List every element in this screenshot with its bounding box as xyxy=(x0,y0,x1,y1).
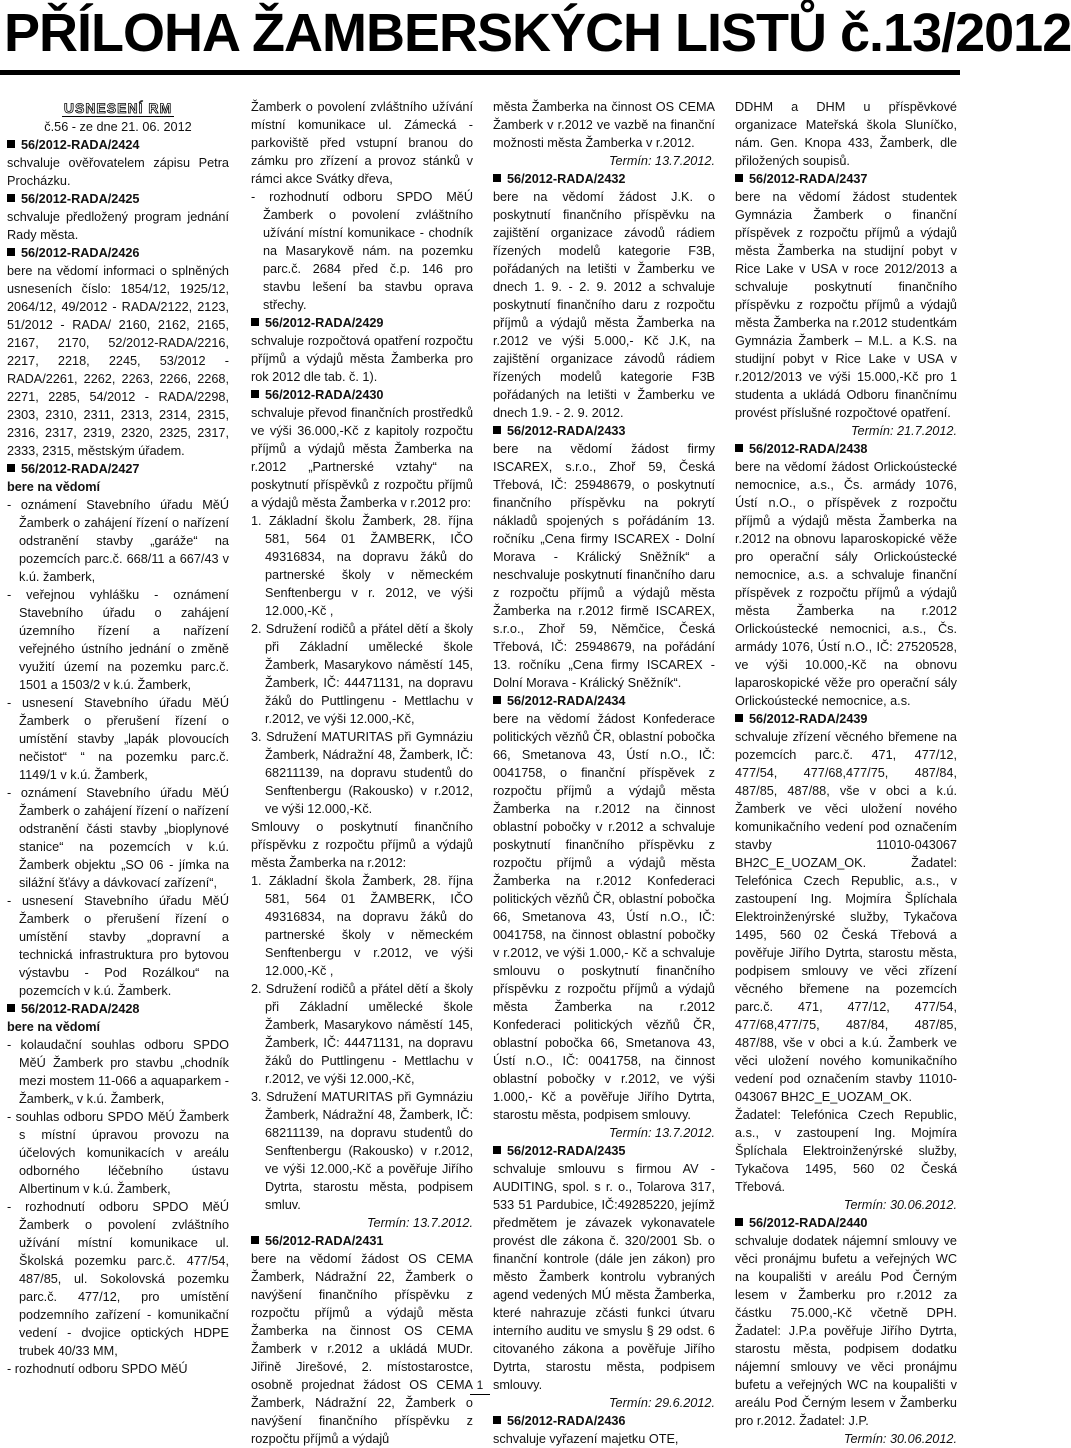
bullet-square-icon xyxy=(493,1416,501,1424)
deadline: Termín: 13.7.2012. xyxy=(608,1126,715,1140)
text-columns xyxy=(0,98,960,1446)
list-item: 1. Základní škola Žamberk, 28. října 581, 564 01 ŽAMBERK, IČO 49316834, na dopravu žáků do partnerské školy v německém Senftenbergu v r.2012, ve výši 12.000,-Kč , xyxy=(251,874,473,978)
resolution-verb: bere na vědomí xyxy=(7,1020,101,1034)
resolution-heading: 56/2012-RADA/2430 xyxy=(251,386,473,404)
bullet-square-icon xyxy=(7,248,15,256)
page-number: 1 xyxy=(476,1378,484,1392)
list-item: 2. Sdružení rodičů a přátel dětí a školy při Základní umělecké škole Žamberk, Masarykovo náměstí 145, Žamberk, IČ: 44471131, na dopravu žáků do Puttlingenu - Mettlachu v r.2012, ve výši 12.000,-Kč, xyxy=(251,982,473,1086)
list-item: - souhlas odboru SPDO MěÚ Žamberk s místní úpravou provozu na účelových komunikacích v areálu odborného léčebního ústavu Albertinum v k.ú. Žamberk, xyxy=(7,1110,229,1196)
resolution-text: schvaluje převod finančních prostředků ve výši 36.000,-Kč z kapitoly rozpočtu příjmů a výdajů města Žamberka na r.2012 „Partnerské vztahy“ na poskytnutí příspěvků z rozpočtu příjmů a výdajů města Žamberka v r.2012 pro: xyxy=(251,406,473,510)
column-4 xyxy=(735,98,957,1446)
deadline: Termín: 21.7.2012. xyxy=(850,424,957,438)
resolution-heading: 56/2012-RADA/2435 xyxy=(493,1142,715,1160)
bullet-square-icon xyxy=(7,464,15,472)
resolution-heading: 56/2012-RADA/2427 xyxy=(7,460,229,478)
resolution-text: bere na vědomí žádost studentek Gymnázia Žamberk o finanční příspěvek z rozpočtu příjmů a výdajů města Žamberka na studijní pobyt v Rice Lake v USA v roce 2012/2013 a schvaluje poskytnutí finančního příspěvku z rozpočtu příjmů a výdajů města Žamberka na r.2012 studentkám Gymnázia Žamberk – M.L. a K.S. na studijní pobyt v Rice Lake v USA v r.2012/2013 ve výši 15.000,-Kč pro 1 studenta a ukládá Odboru finančnímu provést příslušné rozpočtové opatření. xyxy=(735,190,957,420)
continued-text: Žamberk o povolení zvláštního užívání místní komunikace ul. Zámecká - parkoviště před vstupní branou do zámku pro zřízení a provoz stánků v rámci akce Svátky dřeva, xyxy=(251,100,473,186)
list-item: - oznámení Stavebního úřadu MěÚ Žamberk o zahájení řízení o nařízení odstranění části stavby „bioplynové stanice“ na pozemcích v k.ú. Žamberk objektu „SO 06 - jímka na silážní šťávy a dávkovací zařízení“, xyxy=(7,786,229,890)
list-item: - rozhodnutí odboru SPDO MěÚ xyxy=(7,1362,188,1376)
resolution-text: bere na vědomí informaci o splněných usneseních číslo: 1854/12, 1925/12, 2064/12, 49/2012 - RADA/2122, 2123, 51/2012 - RADA/ 2160, 2162, 2165, 2167, 2170, 52/2012-RADA/2216, 2217, 2218, 2245, 53/2012 - RADA/2261, 2262, 2263, 2266, 2268, 2271, 2285, 54/2012 - RADA/2298, 2303, 2310, 2311, 2313, 2314, 2315, 2316, 2317, 2319, 2320, 2325, 2317, 2333, 2315, městským úřadem. xyxy=(7,264,229,458)
resolution-text: bere na vědomí žádost J.K. o poskytnutí finančního příspěvku na zajištění organizace závodů rádiem řízených modelů kategorie F3B, pořádaných na letišti v Žamberku ve dnech 1. 9. - 2. 9. 2012 a schvaluje poskytnutí finančního daru z rozpočtu příjmů a výdajů města Žamberka na r.2012 ve výši 5.000,- Kč J.K, na zajištění organizace závodů rádiem řízených modelů kategorie F3B pořádaných na letišti v Žamberku ve dnech 1.9. - 2. 9. 2012. xyxy=(493,190,715,420)
deadline: Termín: 13.7.2012. xyxy=(366,1216,473,1230)
resolution-heading: 56/2012-RADA/2433 xyxy=(493,422,715,440)
resolution-text: schvaluje dodatek nájemní smlouvy ve věci pronájmu bufetu a veřejných WC na koupališti v areálu Pod Černým lesem v Žamberku pro r.2012 za částku 75.000,-Kč včetně DPH. Žadatel: J.P.a pověřuje Jiřího Dytrta, starostu města, podpisem dodatku nájemní smlouvy ve věci pronájmu bufetu a veřejných WC na koupališti v areálu Pod Černým lesem v Žamberku pro r.2012. Žadatel: J.P. xyxy=(735,1234,957,1428)
usneseni-label: USNESENÍ RM xyxy=(63,100,173,116)
bullet-square-icon xyxy=(735,174,743,182)
bullet-square-icon xyxy=(735,714,743,722)
resolution-text: schvaluje ověřovatelem zápisu Petra Procházku. xyxy=(7,156,229,188)
bullet-square-icon xyxy=(493,174,501,182)
resolution-text: schvaluje rozpočtová opatření rozpočtu příjmů a výdajů města Žamberka pro rok 2012 dle tab. č. 1). xyxy=(251,334,473,384)
deadline: Termín: 29.6.2012. xyxy=(608,1396,715,1410)
list-item: - usnesení Stavebního úřadu MěÚ Žamberk o přerušení řízení o umístění stavby „lapák plovoucích nečistot“ “ na pozemku parc.č. 1149/1 v k.ú. Žamberk, xyxy=(7,696,229,782)
deadline: Termín: 13.7.2012. xyxy=(608,154,715,168)
resolution-heading: 56/2012-RADA/2431 xyxy=(251,1232,473,1250)
bullet-square-icon xyxy=(251,318,259,326)
resolution-text: schvaluje zřízení věcného břemene na pozemcích parc.č. 471, 477/12, 477/54, 477/68,477/75, 487/84, 487/85, 487/88, vše v obci a k.ú. Žamberk ve věci uložení nového komunikačního vedení pod označením stavby 11010-043067 BH2C_E_UOZAM_OK. Žadatel: Telefónica Czech Republic, a.s., v zastoupení Ing. Mojmíra Šplíchala Elektroinženýrské služby, Tykačova 1495, 560 02 Česká Třebová a pověřuje Jiřího Dytrta, starostu města, podpisem smlouvy ve věci zřízení věcného břemene na pozemcích parc.č. 471, 477/12, 477/54, 477/68,477/75, 487/84, 487/85, 487/88, vše v obci a k.ú. Žamberk ve věci uložení nového komunikačního vedení pod označením stavby 11010- 043067 BH2C_E_UOZAM_OK. xyxy=(735,730,957,1104)
bullet-square-icon xyxy=(493,1146,501,1154)
resolution-heading: 56/2012-RADA/2440 xyxy=(735,1214,957,1232)
list-item: - rozhodnutí odboru SPDO MěÚ Žamberk o povolení zvláštního užívání místní komunikace ul. Školská pozemku parc.č. 477/54, 487/85, ul. Sokolovská pozemku parc.č. 477/12, pro umístění podzemního zařízení - komunikační vedení - dvojice optických HDPE trubek 40/33 MM, xyxy=(7,1200,229,1358)
resolution-verb: bere na vědomí xyxy=(7,480,101,494)
resolution-heading: 56/2012-RADA/2439 xyxy=(735,710,957,728)
deadline: Termín: 30.06.2012. xyxy=(843,1198,957,1212)
resolution-text: Smlouvy o poskytnutí finančního příspěvku z rozpočtu příjmů a výdajů města Žamberka na r.2012: xyxy=(251,820,473,870)
resolution-text: schvaluje vyřazení majetku OTE, xyxy=(493,1432,679,1446)
resolution-text: schvaluje smlouvu s firmou AV - AUDITING, spol. s r. o., Tolarova 317, 533 51 Pardubice, IČ:49285220, jejímž předmětem je závazek vykonavatele provést dle zákona č. 320/2001 Sb. o finanční kontrole (dále jen zákon) pro město Žamberk kontrolu vybraných agend vedených MÚ města Žamberka, které nahrazuje zčásti funkci útvaru interního auditu ve smyslu § 29 odst. 6 citovaného zákona a pověřuje Jiřího Dytrta, starostu města, podpisem smlouvy. xyxy=(493,1162,715,1392)
continued-text: DDHM a DHM u příspěvkové organizace Mateřská škola Sluníčko, nám. Gen. Knopa 433, Žamberk, dle přiložených soupisů. xyxy=(735,100,957,168)
list-item: 2. Sdružení rodičů a přátel dětí a školy při Základní umělecké škole Žamberk, Masarykovo náměstí 145, Žamberk, IČ: 44471131, na dopravu žáků do Puttlingenu - Mettlachu v r.2012, ve výši 12.000,-Kč, xyxy=(251,622,473,726)
resolution-heading: 56/2012-RADA/2436 xyxy=(493,1412,715,1430)
list-item: 3. Sdružení MATURITAS při Gymnáziu Žamberk, Nádražní 48, Žamberk, IČ: 68211139, na dopravu studentů do Senftenbergu (Rakousko) v r.2012, ve výši 12.000,-Kč. xyxy=(251,730,473,816)
resolution-heading: 56/2012-RADA/2429 xyxy=(251,314,473,332)
resolution-heading: 56/2012-RADA/2424 xyxy=(7,136,229,154)
resolution-text: bere na vědomí žádost OS CEMA Žamberk, Nádražní 22, Žamberk o navýšení finančního příspěvku z rozpočtu příjmů a výdajů města Žamberka na činnost OS CEMA Žamberk v r.2012 a ukládá MUDr. Jiřině Jirešové, 2. místostarostce, osobně projednat žádost OS CEMA Žamberk, Nádražní 22, Žamberk o navýšení finančního příspěvku z rozpočtu příjmů a výdajů xyxy=(251,1252,473,1446)
resolution-heading: 56/2012-RADA/2434 xyxy=(493,692,715,710)
resolution-text: schvaluje předložený program jednání Rady města. xyxy=(7,210,229,242)
resolution-heading: 56/2012-RADA/2426 xyxy=(7,244,229,262)
list-item: - rozhodnutí odboru SPDO MěÚ Žamberk o povolení zvláštního užívání místní komunikace - chodník na Masarykově nám. na pozemku parc.č. 2684 před č.p. 146 pro stavbu lešení ba stavbu oprava střechy. xyxy=(251,190,473,312)
masthead-rule xyxy=(0,70,960,75)
masthead-title: PŘÍLOHA ŽAMBERSKÝCH LISTŮ č.13/2012 xyxy=(4,3,1071,63)
column-1 xyxy=(7,98,229,1376)
resolution-heading: 56/2012-RADA/2432 xyxy=(493,170,715,188)
bullet-square-icon xyxy=(251,1236,259,1244)
page-number-rule xyxy=(470,1394,490,1395)
list-item: 1. Základní školu Žamberk, 28. října 581, 564 01 ŽAMBERK, IČO 49316834, na dopravu žáků do partnerské školy v německém Senftenbergu v r. 2012, ve výši 12.000,-Kč , xyxy=(251,514,473,618)
bullet-square-icon xyxy=(7,140,15,148)
list-item: - usnesení Stavebního úřadu MěÚ Žamberk o přerušení řízení o umístění stavby „dopravní a technická infrastruktura pro bytovou výstavbu - Pod Rozálkou“ na pozemcích v k.ú. Žamberk. xyxy=(7,894,229,998)
session-date: č.56 - ze dne 21. 06. 2012 xyxy=(44,120,192,134)
column-3 xyxy=(493,98,715,1446)
bullet-square-icon xyxy=(735,444,743,452)
resolution-text: bere na vědomí žádost Orlickoústecké nemocnice, a.s., Čs. armády 1076, Ústí n.O., o příspěvek z rozpočtu příjmů a výdajů města Žamberka na r.2012 na obnovu laparoskopické věže pro operační sály Orlickoústecké nemocnice, a.s. a schvaluje finanční příspěvek z rozpočtu příjmů a výdajů města Žamberka na r.2012 Orlickoústecké nemocnici, a.s., Čs. armády 1076, Ústí n.O., IČ: 27520528, ve výši 10.000,-Kč na obnovu laparoskopické věže pro operační sály Orlickoústecké nemocnice, a.s. xyxy=(735,460,957,708)
section-header xyxy=(7,100,229,118)
bullet-square-icon xyxy=(493,696,501,704)
bullet-square-icon xyxy=(735,1218,743,1226)
list-item: - oznámení Stavebního úřadu MěÚ Žamberk o zahájení řízení o nařízení odstranění stavby „garáže“ na pozemcích parc.č. 668/11 a 667/43 v k.ú. žamberk, xyxy=(7,498,229,584)
resolution-heading: 56/2012-RADA/2428 xyxy=(7,1000,229,1018)
resolution-heading: 56/2012-RADA/2438 xyxy=(735,440,957,458)
resolution-heading: 56/2012-RADA/2425 xyxy=(7,190,229,208)
bullet-square-icon xyxy=(7,194,15,202)
resolution-heading: 56/2012-RADA/2437 xyxy=(735,170,957,188)
list-item: 3. Sdružení MATURITAS při Gymnáziu Žamberk, Nádražní 48, Žamberk, IČ: 68211139, na dopravu studentů do Senftenbergu (Rakousko) v r.2012, ve výši 12.000,-Kč a pověřuje Jiřího Dytrta, starostu města, podpisem smluv. xyxy=(251,1090,473,1212)
continued-text: města Žamberka na činnost OS CEMA Žamberk v r.2012 ve vazbě na finanční možnosti města Žamberka v r.2012. xyxy=(493,100,715,150)
resolution-text: Žadatel: Telefónica Czech Republic, a.s., v zastoupení Ing. Mojmíra Šplíchala Elektroinženýrské služby, Tykačova 1495, 560 02 Česká Třebová. xyxy=(735,1108,957,1194)
deadline: Termín: 30.06.2012. xyxy=(843,1432,957,1446)
bullet-square-icon xyxy=(251,390,259,398)
bullet-square-icon xyxy=(493,426,501,434)
bullet-square-icon xyxy=(7,1004,15,1012)
resolution-text: bere na vědomí žádost firmy ISCAREX, s.r.o., Zhoř 59, Česká Třebová, IČ: 25948679, o poskytnutí finančního příspěvku na pokrytí nákladů spojených s pořádáním 13. ročníku „Cena firmy ISCAREX - Dolní Morava - Králický Sněžník“ a neschvaluje poskytnutí finančního daru z rozpočtu příjmů a výdajů města Žamberka na r.2012 firmě ISCAREX, s.r.o., Zhoř 59, Němčice, Česká Třebová, IČ: 25948679, na pořádání 13. ročníku „Cena firmy ISCAREX - Dolní Morava - Králický Sněžník“. xyxy=(493,442,715,690)
list-item: - veřejnou vyhlášku - oznámení Stavebního úřadu o zahájení územního řízení a nařízení veřejného ústního jednání o změně využití území na pozemku parc.č. 1501 a 1503/2 v k.ú. Žamberk, xyxy=(7,588,229,692)
resolution-text: bere na vědomí žádost Konfederace politických vězňů ČR, oblastní pobočka 66, Smetanova 43, Ústí n.O., IČ: 0041758, o finanční příspěvek z rozpočtu příjmů a výdajů města Žamberka na r.2012 na činnost oblastní pobočky v r.2012 a schvaluje poskytnutí finančního příspěvku z rozpočtu příjmů a výdajů města Žamberka na r.2012 Konfederaci politických vězňů ČR, oblastní pobočka 66, Smetanova 43, Ústí n.O., IČ: 0041758, na činnost oblastní pobočky v r.2012, ve výši 1.000,- Kč a schvaluje smlouvu o poskytnutí finančního příspěvku z rozpočtu příjmů a výdajů města Žamberka na r.2012 Konfederaci politických vězňů ČR, oblastní pobočka 66, Smetanova 43, Ústí n.O., IČ: 0041758, na činnost oblastní pobočky v r.2012, ve výši 1.000,- Kč a pověřuje Jiřího Dytrta, starostu města, podpisem smlouvy. xyxy=(493,712,715,1122)
column-2 xyxy=(251,98,473,1446)
list-item: - kolaudační souhlas odboru SPDO MěÚ Žamberk pro stavbu „chodník mezi mostem 11-066 a aquaparkem - Žamberk„ v k.ú. Žamberk, xyxy=(7,1038,229,1106)
